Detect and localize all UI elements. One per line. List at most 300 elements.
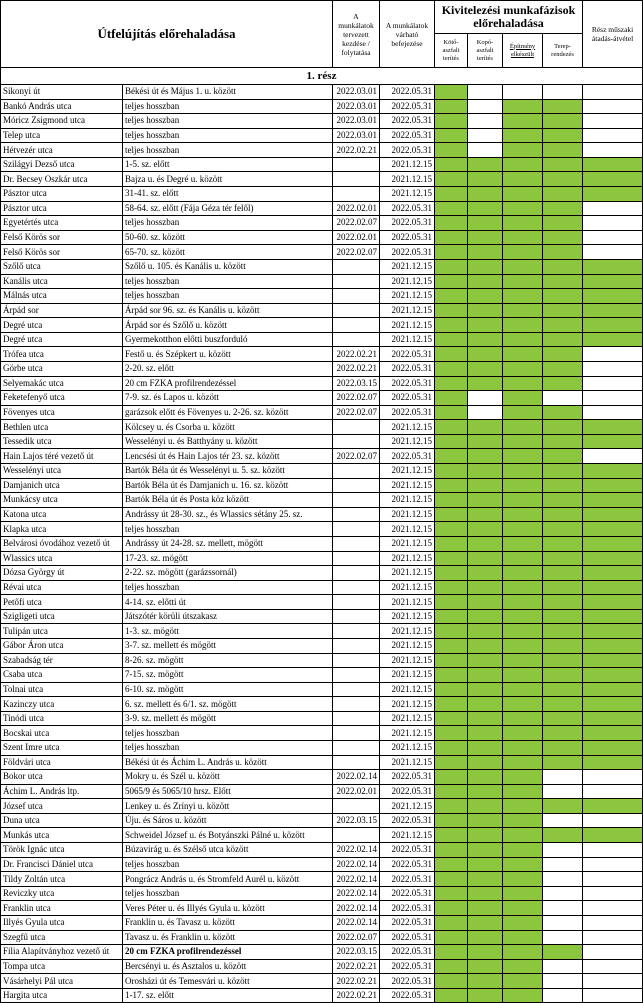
handover-cell bbox=[583, 405, 643, 420]
table-row bbox=[1, 536, 643, 551]
phase-wearing-cell bbox=[468, 274, 503, 289]
start-date-cell bbox=[333, 303, 380, 318]
table-row bbox=[1, 959, 643, 974]
phase-landscaping-cell bbox=[543, 551, 583, 566]
phase-wearing-cell bbox=[468, 172, 503, 187]
start-date-cell bbox=[333, 434, 380, 449]
end-date-cell: 2021.12.15 bbox=[380, 464, 435, 479]
phase-wearing-cell bbox=[468, 886, 503, 901]
phase-structure-cell bbox=[503, 653, 543, 668]
start-date-cell: 2022.02.21 bbox=[333, 974, 380, 989]
end-date-cell: 2022.05.31 bbox=[380, 405, 435, 420]
phase-landscaping-cell bbox=[543, 799, 583, 814]
phase-structure-cell bbox=[503, 99, 543, 114]
section-cell: 7-15. sz. mögött bbox=[123, 668, 333, 683]
table-row bbox=[1, 770, 643, 785]
phase-landscaping-cell bbox=[543, 303, 583, 318]
section-cell: 1-5. sz. előtt bbox=[123, 157, 333, 172]
end-date-cell: 2021.12.15 bbox=[380, 668, 435, 683]
phase-binder-cell bbox=[435, 420, 468, 435]
section-cell: 2-22. sz. mögött (garázssornál) bbox=[123, 566, 333, 581]
phase-binder-cell bbox=[435, 318, 468, 333]
phase-landscaping-cell bbox=[543, 332, 583, 347]
phase-binder-cell bbox=[435, 347, 468, 362]
end-date-cell: 2021.12.15 bbox=[380, 187, 435, 202]
start-date-cell: 2022.02.01 bbox=[333, 784, 380, 799]
phase-binder-cell bbox=[435, 522, 468, 537]
table-row bbox=[1, 595, 643, 610]
phase-landscaping-cell bbox=[543, 872, 583, 887]
start-date-cell bbox=[333, 668, 380, 683]
table-row bbox=[1, 741, 643, 756]
table-row bbox=[1, 930, 643, 945]
end-date-cell: 2021.12.15 bbox=[380, 653, 435, 668]
phase-binder-cell bbox=[435, 551, 468, 566]
street-cell: Tinódi utca bbox=[1, 711, 123, 726]
end-date-cell: 2022.05.31 bbox=[380, 114, 435, 129]
phase-structure-cell bbox=[503, 143, 543, 158]
end-date-cell: 2021.12.15 bbox=[380, 682, 435, 697]
handover-cell bbox=[583, 85, 643, 100]
handover-cell bbox=[583, 901, 643, 916]
handover-cell bbox=[583, 114, 643, 129]
phase-landscaping-cell bbox=[543, 741, 583, 756]
end-date-cell: 2022.05.31 bbox=[380, 915, 435, 930]
phase-landscaping-cell bbox=[543, 697, 583, 712]
phase-wearing-cell bbox=[468, 959, 503, 974]
phase-binder-cell bbox=[435, 886, 468, 901]
table-row bbox=[1, 682, 643, 697]
handover-cell bbox=[583, 318, 643, 333]
street-cell: Felső Körös sor bbox=[1, 230, 123, 245]
phase-binder-cell bbox=[435, 536, 468, 551]
end-date-cell: 2021.12.15 bbox=[380, 624, 435, 639]
handover-cell bbox=[583, 347, 643, 362]
end-date-cell: 2022.05.31 bbox=[380, 857, 435, 872]
table-row bbox=[1, 901, 643, 916]
street-cell: Szigligeti utca bbox=[1, 609, 123, 624]
table-row bbox=[1, 493, 643, 508]
end-date-cell: 2021.12.15 bbox=[380, 259, 435, 274]
section-cell: Bartók Béla út és Damjanich u. 16. sz. között bbox=[123, 478, 333, 493]
end-date-cell: 2022.05.31 bbox=[380, 770, 435, 785]
end-date-cell: 2021.12.15 bbox=[380, 332, 435, 347]
handover-cell bbox=[583, 755, 643, 770]
start-date-cell bbox=[333, 828, 380, 843]
table-row bbox=[1, 813, 643, 828]
start-date-cell bbox=[333, 682, 380, 697]
phase-binder-cell bbox=[435, 580, 468, 595]
phase-wearing-cell bbox=[468, 522, 503, 537]
handover-cell bbox=[583, 434, 643, 449]
section-cell: Wesselényi u. és Batthyány u. között bbox=[123, 434, 333, 449]
phase-wearing-cell bbox=[468, 828, 503, 843]
start-date-cell: 2022.02.07 bbox=[333, 449, 380, 464]
street-cell: Bethlen utca bbox=[1, 420, 123, 435]
section-cell: Búzavirág u. és Szélső utca között bbox=[123, 843, 333, 858]
start-date-cell: 2022.02.21 bbox=[333, 361, 380, 376]
section-cell: Andrássy út 28-30. sz., és Wlassics sétány 25. sz. bbox=[123, 507, 333, 522]
end-date-cell: 2021.12.15 bbox=[380, 522, 435, 537]
table-row bbox=[1, 843, 643, 858]
end-date-cell: 2021.12.15 bbox=[380, 172, 435, 187]
phase-wearing-cell bbox=[468, 157, 503, 172]
end-date-cell: 2021.12.15 bbox=[380, 755, 435, 770]
table-row bbox=[1, 172, 643, 187]
handover-cell bbox=[583, 668, 643, 683]
handover-cell bbox=[583, 595, 643, 610]
phase-structure-cell bbox=[503, 930, 543, 945]
start-date-cell bbox=[333, 799, 380, 814]
phase-structure-cell bbox=[503, 668, 543, 683]
start-date-cell bbox=[333, 318, 380, 333]
section-cell: teljes hosszban bbox=[123, 857, 333, 872]
phase-binder-cell bbox=[435, 988, 468, 1003]
phase-landscaping-cell bbox=[543, 114, 583, 129]
start-date-cell bbox=[333, 187, 380, 202]
section-cell: Andrássy út 24-28. sz. mellett, mögött bbox=[123, 536, 333, 551]
phase-landscaping-cell bbox=[543, 522, 583, 537]
start-date-cell bbox=[333, 493, 380, 508]
handover-cell bbox=[583, 959, 643, 974]
phase-landscaping-cell bbox=[543, 216, 583, 231]
end-date-cell: 2022.05.31 bbox=[380, 376, 435, 391]
phase-landscaping-cell bbox=[543, 99, 583, 114]
end-date-cell: 2022.05.31 bbox=[380, 85, 435, 100]
phase-structure-cell bbox=[503, 974, 543, 989]
phase-binder-cell bbox=[435, 872, 468, 887]
start-date-cell: 2022.03.15 bbox=[333, 945, 380, 960]
phase-landscaping-cell bbox=[543, 886, 583, 901]
handover-cell bbox=[583, 770, 643, 785]
start-date-cell bbox=[333, 551, 380, 566]
end-date-cell: 2021.12.15 bbox=[380, 420, 435, 435]
phase-binder-cell bbox=[435, 813, 468, 828]
end-date-cell: 2022.05.31 bbox=[380, 901, 435, 916]
section-cell: Békési út és Áchim L. András u. között bbox=[123, 755, 333, 770]
handover-cell bbox=[583, 230, 643, 245]
start-date-cell: 2022.03.01 bbox=[333, 85, 380, 100]
street-cell: Franklin utca bbox=[1, 901, 123, 916]
handover-cell bbox=[583, 128, 643, 143]
phase-wearing-cell bbox=[468, 507, 503, 522]
end-date-cell: 2022.05.31 bbox=[380, 391, 435, 406]
street-cell: Szabadság tér bbox=[1, 653, 123, 668]
phase-structure-cell bbox=[503, 915, 543, 930]
phase-wearing-cell bbox=[468, 784, 503, 799]
section-cell: Veres Péter u. és Illyés Gyula u. között bbox=[123, 901, 333, 916]
street-cell: József utca bbox=[1, 799, 123, 814]
phase-structure-cell bbox=[503, 274, 543, 289]
end-date-cell: 2022.05.31 bbox=[380, 99, 435, 114]
handover-cell bbox=[583, 420, 643, 435]
phase-wearing-cell bbox=[468, 726, 503, 741]
phase-wearing-cell bbox=[468, 420, 503, 435]
phase-binder-cell bbox=[435, 770, 468, 785]
start-date-cell bbox=[333, 741, 380, 756]
phase-structure-cell bbox=[503, 799, 543, 814]
handover-cell bbox=[583, 974, 643, 989]
table-row bbox=[1, 755, 643, 770]
table-row bbox=[1, 551, 643, 566]
phase-binder-cell bbox=[435, 959, 468, 974]
end-date-cell: 2021.12.15 bbox=[380, 536, 435, 551]
phase-structure-cell bbox=[503, 945, 543, 960]
phase-binder-cell bbox=[435, 915, 468, 930]
phase-wearing-cell bbox=[468, 245, 503, 260]
table-row bbox=[1, 376, 643, 391]
end-date-cell: 2022.05.31 bbox=[380, 361, 435, 376]
phase-binder-cell bbox=[435, 303, 468, 318]
street-cell: Tompa utca bbox=[1, 959, 123, 974]
phase-landscaping-cell bbox=[543, 595, 583, 610]
phase-structure-cell bbox=[503, 755, 543, 770]
section-cell: 6. sz. mellett és 6/1. sz. mögött bbox=[123, 697, 333, 712]
phase-structure-cell bbox=[503, 624, 543, 639]
street-cell: Tolnai utca bbox=[1, 682, 123, 697]
phase-structure-cell bbox=[503, 609, 543, 624]
phase-wearing-cell bbox=[468, 361, 503, 376]
handover-cell bbox=[583, 551, 643, 566]
phase-landscaping-cell bbox=[543, 843, 583, 858]
street-cell: Dr. Becsey Oszkár utca bbox=[1, 172, 123, 187]
handover-cell bbox=[583, 201, 643, 216]
phase-wearing-cell bbox=[468, 580, 503, 595]
handover-cell bbox=[583, 872, 643, 887]
phase-structure-cell bbox=[503, 405, 543, 420]
start-date-cell bbox=[333, 172, 380, 187]
handover-cell bbox=[583, 915, 643, 930]
start-date-cell: 2022.02.01 bbox=[333, 201, 380, 216]
phase-landscaping-cell bbox=[543, 828, 583, 843]
end-date-cell: 2022.05.31 bbox=[380, 143, 435, 158]
start-date-cell bbox=[333, 566, 380, 581]
end-date-cell: 2022.05.31 bbox=[380, 813, 435, 828]
phase-structure-cell bbox=[503, 507, 543, 522]
phase-wearing-cell bbox=[468, 201, 503, 216]
handover-cell bbox=[583, 376, 643, 391]
start-date-cell bbox=[333, 595, 380, 610]
section-cell: Gyermekotthon előtti buszforduló bbox=[123, 332, 333, 347]
phase-structure-cell bbox=[503, 551, 543, 566]
end-date-cell: 2022.05.31 bbox=[380, 347, 435, 362]
handover-cell bbox=[583, 464, 643, 479]
table-row bbox=[1, 201, 643, 216]
section-cell: teljes hosszban bbox=[123, 216, 333, 231]
table-row bbox=[1, 361, 643, 376]
phase-binder-cell bbox=[435, 857, 468, 872]
table-row bbox=[1, 507, 643, 522]
table-row bbox=[1, 609, 643, 624]
phase-binder-cell bbox=[435, 726, 468, 741]
street-cell: Árpád sor bbox=[1, 303, 123, 318]
start-date-cell bbox=[333, 580, 380, 595]
end-date-cell: 2021.12.15 bbox=[380, 580, 435, 595]
phase-binder-cell bbox=[435, 784, 468, 799]
section-cell: Orosházi út és Temesvári u. között bbox=[123, 974, 333, 989]
end-date-cell: 2021.12.15 bbox=[380, 799, 435, 814]
table-row bbox=[1, 85, 643, 100]
street-cell: Wlassics utca bbox=[1, 551, 123, 566]
start-date-cell bbox=[333, 726, 380, 741]
phase-landscaping-cell bbox=[543, 755, 583, 770]
section-cell: teljes hosszban bbox=[123, 128, 333, 143]
street-cell: Munkácsy utca bbox=[1, 493, 123, 508]
start-date-cell bbox=[333, 259, 380, 274]
phase-binder-cell bbox=[435, 85, 468, 100]
start-date-cell bbox=[333, 638, 380, 653]
phase-landscaping-cell bbox=[543, 974, 583, 989]
phase-binder-cell bbox=[435, 609, 468, 624]
start-date-cell bbox=[333, 464, 380, 479]
phase-structure-cell bbox=[503, 857, 543, 872]
start-date-cell bbox=[333, 157, 380, 172]
end-date-cell: 2021.12.15 bbox=[380, 828, 435, 843]
table-row bbox=[1, 187, 643, 202]
table-row bbox=[1, 624, 643, 639]
phase-wearing-cell bbox=[468, 551, 503, 566]
phase-header-wearing: Kopó-aszfalt terítés bbox=[468, 34, 503, 68]
section-cell: Tavasz u. és Franklin u. között bbox=[123, 930, 333, 945]
handover-cell bbox=[583, 609, 643, 624]
phase-wearing-cell bbox=[468, 128, 503, 143]
street-cell: Tildy Zoltán utca bbox=[1, 872, 123, 887]
phase-landscaping-cell bbox=[543, 478, 583, 493]
handover-cell bbox=[583, 799, 643, 814]
section-cell: Lenkey u. és Zrínyi u. között bbox=[123, 799, 333, 814]
phase-wearing-cell bbox=[468, 915, 503, 930]
start-date-cell: 2022.02.14 bbox=[333, 915, 380, 930]
phase-binder-cell bbox=[435, 172, 468, 187]
table-row bbox=[1, 711, 643, 726]
handover-cell bbox=[583, 813, 643, 828]
table-row bbox=[1, 230, 643, 245]
end-date-cell: 2021.12.15 bbox=[380, 289, 435, 304]
phase-binder-cell bbox=[435, 361, 468, 376]
street-cell: Hétvezér utca bbox=[1, 143, 123, 158]
table-row bbox=[1, 245, 643, 260]
phase-landscaping-cell bbox=[543, 289, 583, 304]
phase-structure-cell bbox=[503, 988, 543, 1003]
end-date-cell: 2022.05.31 bbox=[380, 843, 435, 858]
start-date-cell: 2022.03.15 bbox=[333, 813, 380, 828]
handover-cell bbox=[583, 843, 643, 858]
phase-structure-cell bbox=[503, 172, 543, 187]
table-row bbox=[1, 668, 643, 683]
handover-cell bbox=[583, 682, 643, 697]
section-cell: Schweidel József u. és Botyánszki Pálné u. között bbox=[123, 828, 333, 843]
section-cell: teljes hosszban bbox=[123, 99, 333, 114]
handover-cell bbox=[583, 536, 643, 551]
phase-binder-cell bbox=[435, 755, 468, 770]
handover-cell bbox=[583, 741, 643, 756]
phase-structure-cell bbox=[503, 259, 543, 274]
street-cell: Kanális utca bbox=[1, 274, 123, 289]
phase-binder-cell bbox=[435, 741, 468, 756]
start-date-cell bbox=[333, 478, 380, 493]
phase-landscaping-cell bbox=[543, 361, 583, 376]
phase-binder-cell bbox=[435, 128, 468, 143]
street-cell: Hain Lajos téré vezető út bbox=[1, 449, 123, 464]
phase-landscaping-cell bbox=[543, 347, 583, 362]
phase-binder-cell bbox=[435, 201, 468, 216]
phase-header-binder: Kötő-aszfalt terítés bbox=[435, 34, 468, 68]
phase-structure-cell bbox=[503, 682, 543, 697]
phase-binder-cell bbox=[435, 930, 468, 945]
street-cell: Duna utca bbox=[1, 813, 123, 828]
phase-landscaping-cell bbox=[543, 449, 583, 464]
table-row bbox=[1, 945, 643, 960]
phase-wearing-cell bbox=[468, 347, 503, 362]
phase-structure-cell bbox=[503, 434, 543, 449]
section-cell: 20 cm FZKA profilrendezéssel bbox=[123, 376, 333, 391]
street-cell: Feketefenyő utca bbox=[1, 391, 123, 406]
section-cell: teljes hosszban bbox=[123, 114, 333, 129]
phase-wearing-cell bbox=[468, 945, 503, 960]
phase-binder-cell bbox=[435, 697, 468, 712]
end-date-cell: 2022.05.31 bbox=[380, 974, 435, 989]
table-row bbox=[1, 434, 643, 449]
section-cell: Árpád sor 96. sz. és Kanális u. között bbox=[123, 303, 333, 318]
start-date-cell bbox=[333, 507, 380, 522]
phase-wearing-cell bbox=[468, 143, 503, 158]
end-date-cell: 2021.12.15 bbox=[380, 274, 435, 289]
street-cell: Bankó András utca bbox=[1, 99, 123, 114]
table-row bbox=[1, 216, 643, 231]
phase-structure-cell bbox=[503, 566, 543, 581]
section-cell: Pongrácz András u. és Stromfeld Aurél u. között bbox=[123, 872, 333, 887]
street-cell: Hargita utca bbox=[1, 988, 123, 1003]
phase-binder-cell bbox=[435, 638, 468, 653]
phase-wearing-cell bbox=[468, 318, 503, 333]
start-date-cell: 2022.02.07 bbox=[333, 245, 380, 260]
phase-binder-cell bbox=[435, 289, 468, 304]
end-date-cell: 2021.12.15 bbox=[380, 566, 435, 581]
section-cell: Franklin u. és Tavasz u. között bbox=[123, 915, 333, 930]
section-cell: Kölcsey u. és Csorba u. között bbox=[123, 420, 333, 435]
end-date-cell: 2022.05.31 bbox=[380, 245, 435, 260]
phase-landscaping-cell bbox=[543, 128, 583, 143]
start-date-cell bbox=[333, 536, 380, 551]
handover-header: Rész műszaki átadás-átvétel bbox=[583, 1, 643, 68]
phase-binder-cell bbox=[435, 653, 468, 668]
street-cell: Tulipán utca bbox=[1, 624, 123, 639]
phase-binder-cell bbox=[435, 449, 468, 464]
end-date-cell: 2021.12.15 bbox=[380, 711, 435, 726]
phase-structure-cell bbox=[503, 318, 543, 333]
start-date-cell bbox=[333, 332, 380, 347]
handover-cell bbox=[583, 886, 643, 901]
street-cell: Bocskai utca bbox=[1, 726, 123, 741]
street-cell: Belvárosi óvodához vezető út bbox=[1, 536, 123, 551]
table-row bbox=[1, 784, 643, 799]
phase-landscaping-cell bbox=[543, 711, 583, 726]
street-cell: Reviczky utca bbox=[1, 886, 123, 901]
phase-landscaping-cell bbox=[543, 624, 583, 639]
phase-structure-cell bbox=[503, 784, 543, 799]
start-date-cell: 2022.02.14 bbox=[333, 857, 380, 872]
start-date-cell: 2022.02.07 bbox=[333, 930, 380, 945]
end-date-cell: 2022.05.31 bbox=[380, 216, 435, 231]
phase-wearing-cell bbox=[468, 595, 503, 610]
phase-landscaping-cell bbox=[543, 638, 583, 653]
phase-binder-cell bbox=[435, 828, 468, 843]
handover-cell bbox=[583, 697, 643, 712]
phase-wearing-cell bbox=[468, 566, 503, 581]
phase-binder-cell bbox=[435, 974, 468, 989]
table-row bbox=[1, 566, 643, 581]
end-date-cell: 2022.05.31 bbox=[380, 128, 435, 143]
